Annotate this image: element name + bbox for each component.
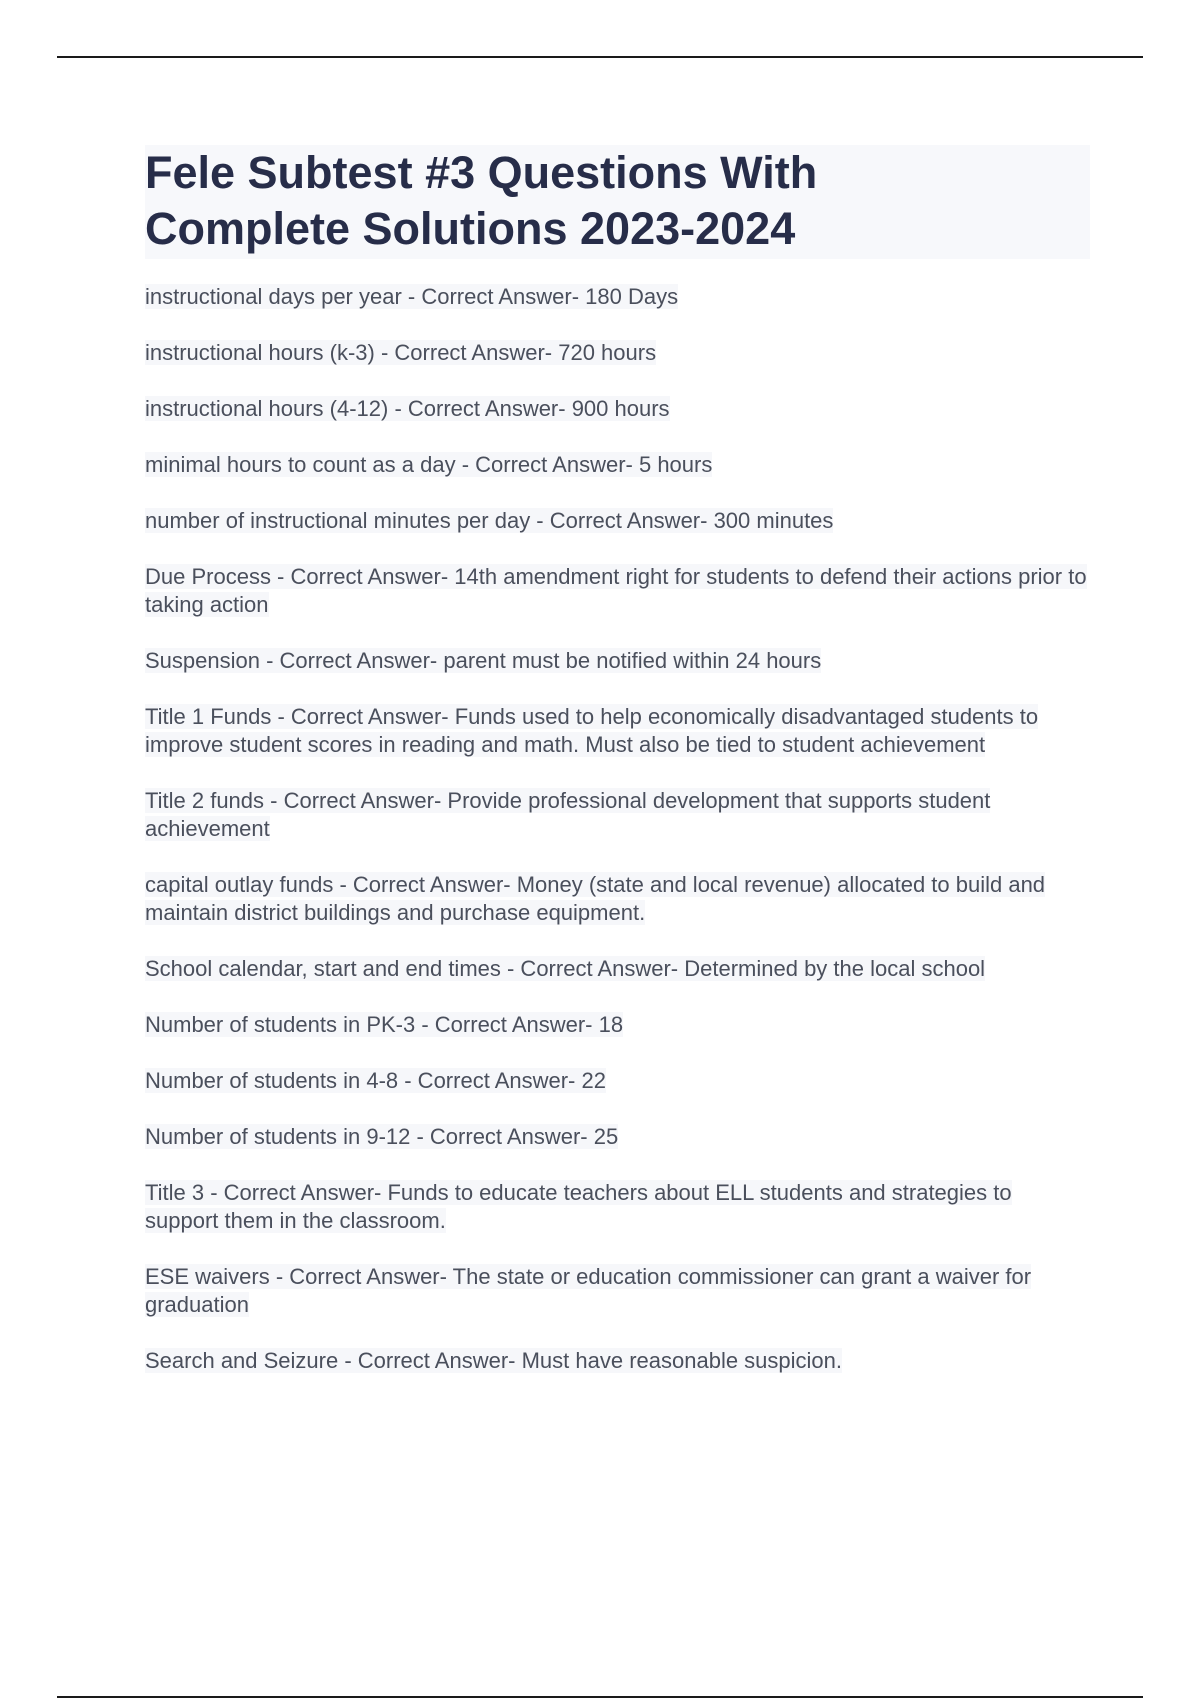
qa-text: Number of students in 4-8 - Correct Answer- 22 (145, 1068, 606, 1093)
qa-text: Suspension - Correct Answer- parent must be notified within 24 hours (145, 648, 822, 673)
qa-item (145, 339, 1090, 367)
title-block (145, 145, 1090, 259)
qa-item (145, 563, 1090, 619)
qa-item (145, 647, 1090, 675)
qa-item (145, 1123, 1090, 1151)
qa-text: number of instructional minutes per day - Correct Answer- 300 minutes (145, 508, 834, 533)
qa-item (145, 395, 1090, 423)
qa-text: Title 2 funds - Correct Answer- Provide professional development that supports student achievement (145, 788, 991, 841)
qa-text: Title 1 Funds - Correct Answer- Funds used to help economically disadvantaged students to improve student scores in reading and math. Must also be tied to student achievement (145, 704, 1039, 757)
qa-item (145, 451, 1090, 479)
qa-item (145, 1067, 1090, 1095)
qa-item (145, 1263, 1090, 1319)
qa-text: School calendar, start and end times - Correct Answer- Determined by the local school (145, 956, 986, 981)
qa-text: Number of students in PK-3 - Correct Answer- 18 (145, 1012, 624, 1037)
qa-item (145, 787, 1090, 843)
qa-text: capital outlay funds - Correct Answer- Money (state and local revenue) allocated to build and maintain district buildings and purchase equipment. (145, 872, 1046, 925)
qa-text: instructional days per year - Correct Answer- 180 Days (145, 284, 679, 309)
qa-text: instructional hours (4-12) - Correct Answer- 900 hours (145, 396, 670, 421)
document-title (145, 145, 1090, 257)
title-line-1: Fele Subtest #3 Questions With (145, 147, 818, 198)
qa-text: Due Process - Correct Answer- 14th amendment right for students to defend their actions prior to taking action (145, 564, 1087, 617)
qa-item (145, 871, 1090, 927)
qa-text: Search and Seizure - Correct Answer- Must have reasonable suspicion. (145, 1348, 843, 1373)
qa-item (145, 1347, 1090, 1375)
qa-text: Number of students in 9-12 - Correct Answer- 25 (145, 1124, 619, 1149)
top-divider (57, 56, 1143, 58)
qa-item (145, 1179, 1090, 1235)
qa-item (145, 1011, 1090, 1039)
bottom-divider (57, 1696, 1143, 1698)
qa-text: ESE waivers - Correct Answer- The state or education commissioner can grant a waiver for graduation (145, 1264, 1032, 1317)
qa-text: Title 3 - Correct Answer- Funds to educate teachers about ELL students and strategies to support them in the classroom. (145, 1180, 1012, 1233)
qa-item (145, 955, 1090, 983)
title-line-2: Complete Solutions 2023-2024 (145, 203, 796, 254)
qa-text: instructional hours (k-3) - Correct Answer- 720 hours (145, 340, 657, 365)
qa-text: minimal hours to count as a day - Correct Answer- 5 hours (145, 452, 713, 477)
qa-item (145, 507, 1090, 535)
document-content (145, 145, 1090, 1403)
qa-item (145, 703, 1090, 759)
qa-item (145, 283, 1090, 311)
qa-list (145, 283, 1090, 1375)
